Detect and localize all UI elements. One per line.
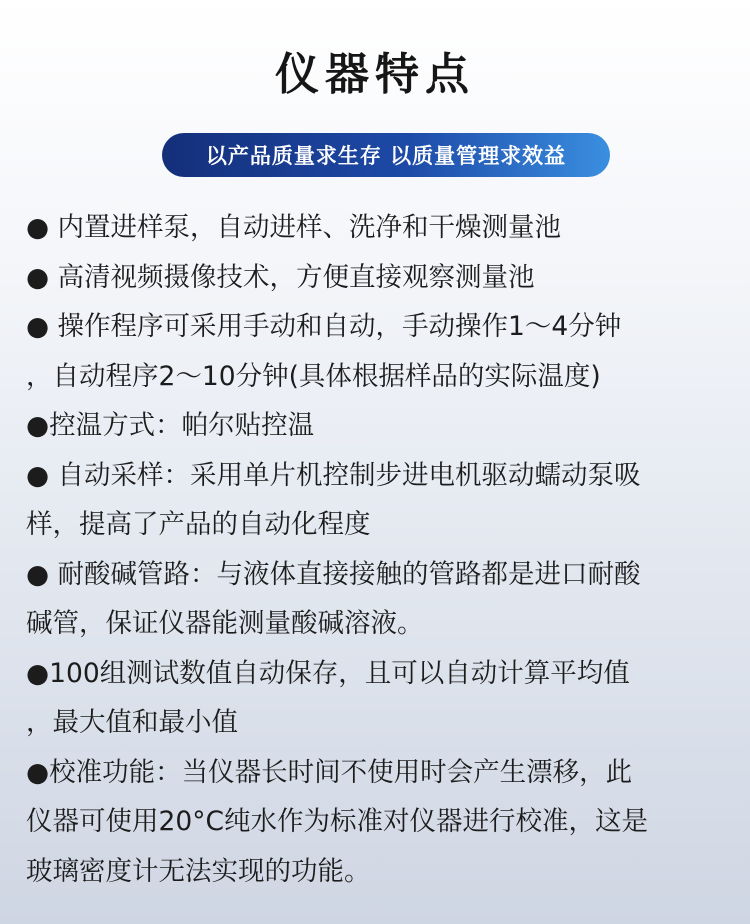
feature-line: ● 内置进样泵，自动进样、洗净和干燥测量池 (26, 212, 562, 243)
feature-line: ●控温方式：帕尔贴控温 (26, 410, 315, 441)
feature-line: 样，提高了产品的自动化程度 (26, 509, 371, 540)
feature-line: 玻璃密度计无法实现的功能。 (26, 855, 371, 887)
slogan-text: 以产品质量求生存 以质量管理求效益 (205, 144, 567, 168)
slogan-banner (162, 133, 610, 177)
feature-line: ● 自动采样：采用单片机控制步进电机驱动蠕动泵吸 (26, 459, 641, 491)
feature-line: ，最大值和最小值 (26, 707, 238, 738)
feature-line: ●校准功能：当仪器长时间不使用时会产生漂移，此 (26, 756, 633, 788)
feature-line: ● 操作程序可采用手动和自动，手动操作1～4分钟 (26, 311, 622, 342)
feature-line: ●100组测试数值自动保存，且可以自动计算平均值 (26, 657, 630, 689)
feature-line: ，自动程序2～10分钟(具体根据样品的实际温度) (26, 360, 601, 392)
feature-line: ● 高清视频摄像技术，方便直接观察测量池 (26, 261, 535, 293)
feature-line: 碱管，保证仪器能测量酸碱溶液。 (26, 608, 424, 639)
feature-line: 仪器可使用20°C纯水作为标准对仪器进行校准，这是 (26, 806, 648, 837)
page-title: 仪器特点 (275, 49, 475, 100)
feature-line: ● 耐酸碱管路：与液体直接接触的管路都是进口耐酸 (26, 558, 641, 590)
feature-list (26, 203, 732, 896)
